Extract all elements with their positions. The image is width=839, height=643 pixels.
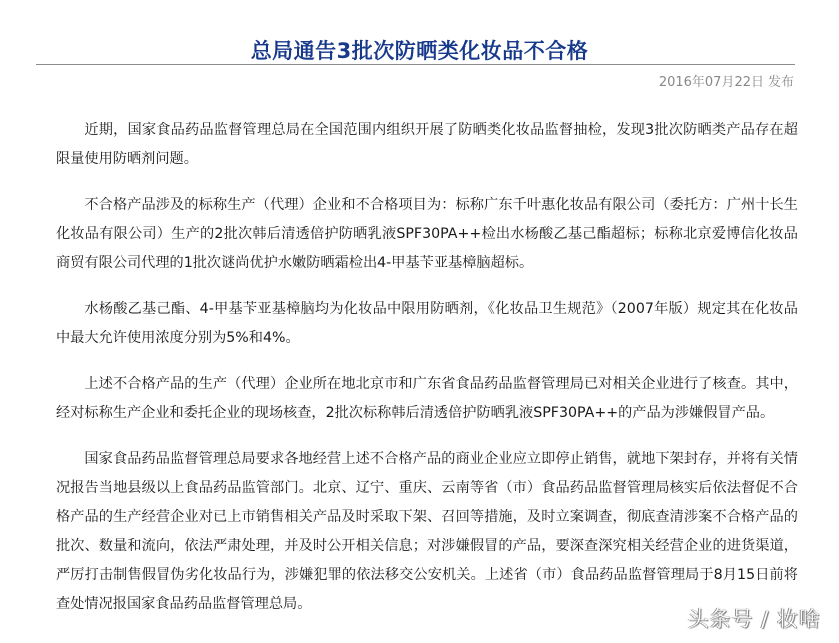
- title-divider: [36, 64, 795, 65]
- article-body: [56, 116, 798, 636]
- article-title: 总局通告3批次防晒类化妆品不合格: [250, 39, 589, 64]
- paragraph-intro: 近期，国家食品药品监督管理总局在全国范围内组织开展了防晒类化妆品监督抽检，发现3批次防晒类产品存在超限量使用防晒剂问题。: [56, 122, 798, 167]
- publish-label: 发布: [767, 75, 794, 90]
- source-watermark: 头条号 / 妆啥: [687, 607, 821, 631]
- paragraph-sunscreen-limits: 水杨酸乙基己酯、4-甲基苄亚基樟脑均为化妆品中限用防晒剂，《化妆品卫生规范》（2007年版）规定其在化妆品中最大允许使用浓度分别为5%和4%。: [56, 301, 798, 346]
- publish-date: 2016年07月22日: [658, 75, 764, 90]
- paragraph-noncompliant-products: 不合格产品涉及的标称生产（代理）企业和不合格项目为：标称广东千叶惠化妆品有限公司（委托方：广州十长生化妆品有限公司）生产的2批次韩后清透倍护防晒乳液SPF30PA++检出水杨酸乙基己酯超标；标称北京爱博信化妆品商贸有限公司代理的1批次谜尚优护水嫩防晒霜检出4-甲基苄亚基樟脑超标。: [56, 197, 798, 271]
- paragraph-verification: 上述不合格产品的生产（代理）企业所在地北京市和广东省食品药品监督管理局已对相关企业进行了核查。其中，经对标称生产企业和委托企业的现场核查，2批次标称韩后清透倍护防晒乳液SPF30PA++的产品为涉嫌假冒产品。: [56, 376, 798, 421]
- publish-info: [659, 74, 794, 92]
- paragraph-requirements: 国家食品药品监督管理总局要求各地经营上述不合格产品的商业企业应立即停止销售，就地下架封存，并将有关情况报告当地县级以上食品药品监管部门。北京、辽宁、重庆、云南等省（市）食品药品监督管理局核实后依法督促不合格产品的生产经营企业对已上市销售相关产品及时采取下架、召回等措施，及时立案调查，彻底查清涉案不合格产品的批次、数量和流向，依法严肃处理，并及时公开相关信息；对涉嫌假冒的产品，要深查深究相关经营企业的进货渠道，严厉打击制售假冒伪劣化妆品行为，涉嫌犯罪的依法移交公安机关。上述省（市）食品药品监督管理局于8月15日前将查处情况报国家食品药品监督管理总局。: [56, 451, 798, 612]
